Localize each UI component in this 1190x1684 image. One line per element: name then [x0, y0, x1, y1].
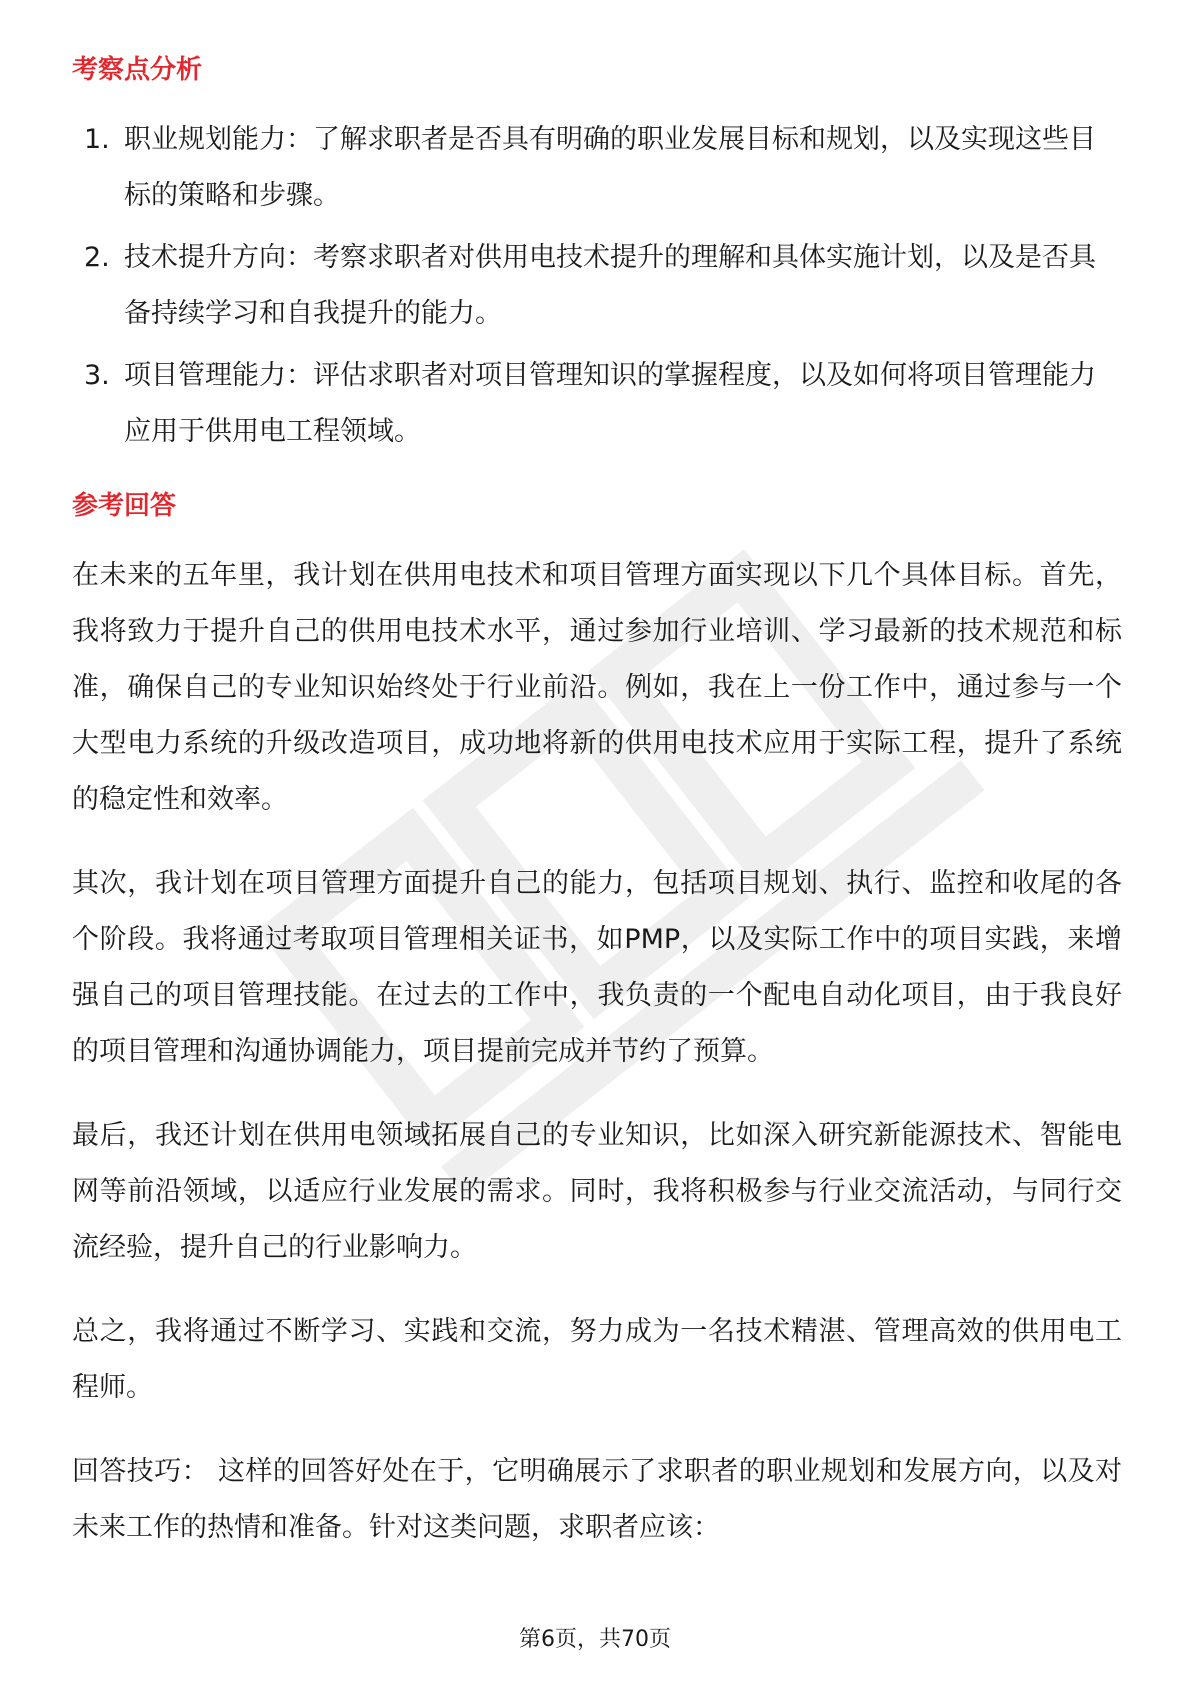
- analysis-item: [72, 230, 1122, 342]
- answer-paragraph: 最后，我还计划在供用电领域拓展自己的专业知识，比如深入研究新能源技术、智能电网等前沿领域，以适应行业发展的需求。同时，我将积极参与行业交流活动，与同行交流经验，提升自己的行业影响力。: [72, 1120, 1122, 1263]
- list-item-text: 技术提升方向：考察求职者对供用电技术提升的理解和具体实施计划，以及是否具备持续学习和自我提升的能力。: [124, 242, 1096, 329]
- analysis-item: [72, 348, 1122, 460]
- answer-paragraph: 在未来的五年里，我计划在供用电技术和项目管理方面实现以下几个具体目标。首先，我将致力于提升自己的供用电技术水平，通过参加行业培训、学习最新的技术规范和标准，确保自己的专业知识始终处于行业前沿。例如，我在上一份工作中，通过参与一个大型电力系统的升级改造项目，成功地将新的供用电技术应用于实际工程，提升了系统的稳定性和效率。: [72, 560, 1122, 815]
- analysis-item: [72, 112, 1122, 224]
- answer-tips-paragraph: 回答技巧： 这样的回答好处在于，它明确展示了求职者的职业规划和发展方向，以及对未来工作的热情和准备。针对这类问题，求职者应该：: [72, 1456, 1122, 1543]
- list-number: 1.: [84, 124, 110, 155]
- list-number: 3.: [84, 360, 110, 391]
- answer-paragraph: 其次，我计划在项目管理方面提升自己的能力，包括项目规划、执行、监控和收尾的各个阶段。我将通过考取项目管理相关证书，如PMP，以及实际工作中的项目实践，来增强自己的项目管理技能。在过去的工作中，我负责的一个配电自动化项目，由于我良好的项目管理和沟通协调能力，项目提前完成并节约了预算。: [72, 868, 1122, 1067]
- document-content: [72, 50, 1122, 1556]
- list-item-text: 项目管理能力：评估求职者对项目管理知识的掌握程度，以及如何将项目管理能力应用于供用电工程领域。: [124, 360, 1096, 447]
- analysis-heading: 考察点分析: [72, 55, 203, 85]
- page-number-footer: 第6页，共70页: [519, 1627, 671, 1652]
- list-item-text: 职业规划能力：了解求职者是否具有明确的职业发展目标和规划，以及实现这些目标的策略和步骤。: [124, 124, 1096, 211]
- analysis-list: [72, 112, 1122, 460]
- list-number: 2.: [84, 242, 110, 273]
- answer-paragraph: 总之，我将通过不断学习、实践和交流，努力成为一名技术精湛、管理高效的供用电工程师。: [72, 1316, 1122, 1403]
- answer-heading: 参考回答: [72, 491, 177, 521]
